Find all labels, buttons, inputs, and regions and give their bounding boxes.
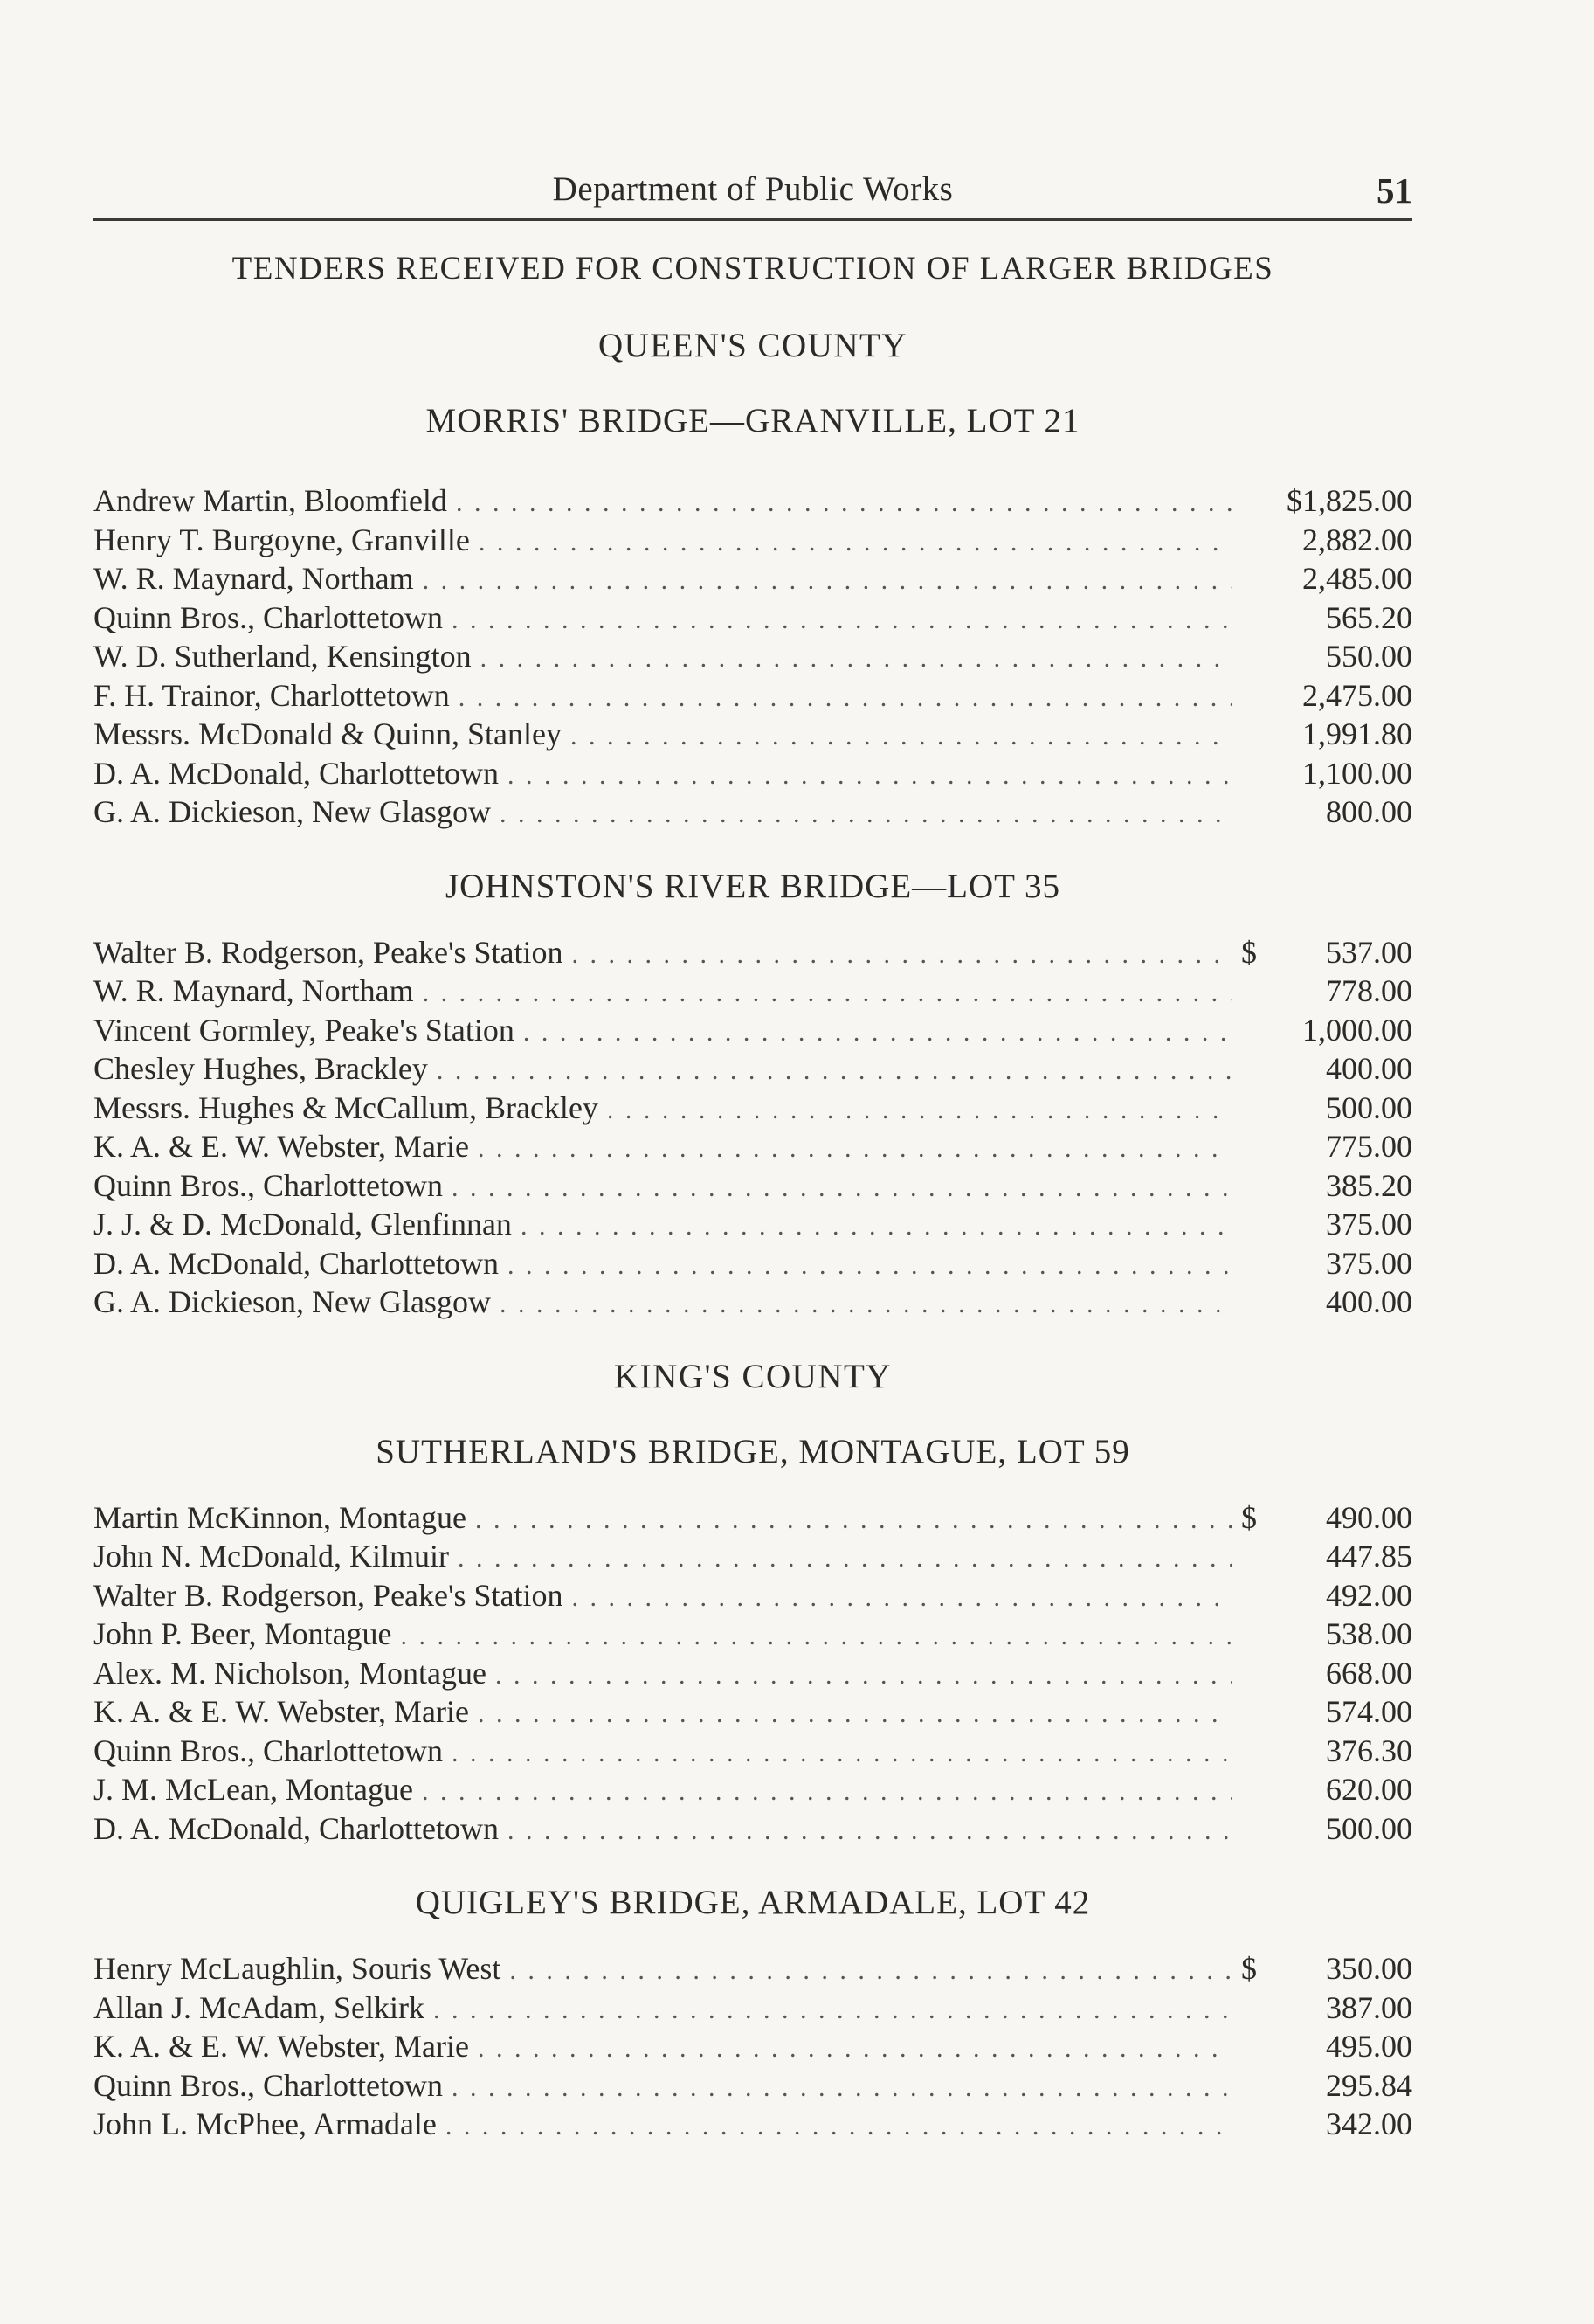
tender-amount: 778.00 [1326,973,1412,1008]
tenderer-name: G. A. Dickieson, New Glasgow [93,794,491,829]
dot-leader [500,799,1232,829]
county-section [93,1352,1412,2145]
dot-leader [458,1544,1232,1574]
tender-amount: 565.20 [1326,599,1412,635]
dot-leader [507,1251,1232,1281]
tender-row [93,638,1412,677]
tender-row [93,1693,1412,1733]
dot-leader [423,566,1232,596]
tender-amount: 387.00 [1326,1989,1412,2025]
tender-row [93,1167,1412,1207]
tenderer-name: J. J. & D. McDonald, Glenfinnan [93,1207,512,1242]
tender-amount: 385.20 [1326,1167,1412,1203]
page-number: 51 [1377,170,1412,211]
tender-amount: 574.00 [1326,1694,1412,1729]
dot-leader [459,683,1232,713]
tender-amount: 342.00 [1326,2106,1412,2141]
dot-leader [570,722,1232,751]
dot-leader [478,1699,1232,1729]
tender-amount: 620.00 [1326,1772,1412,1807]
dot-leader [507,1816,1232,1846]
dot-leader [572,940,1232,970]
tender-row [93,1577,1412,1616]
tender-row [93,2067,1412,2106]
tender-amount: 400.00 [1326,1284,1412,1319]
dot-leader [401,1622,1232,1651]
tenderer-name: Quinn Bros., Charlottetown [93,1167,443,1203]
bridge-heading: SUTHERLAND'S BRIDGE, MONTAGUE, LOT 59 [376,1432,1130,1470]
tenderer-name: Allan J. McAdam, Selkirk [93,1989,424,2025]
dot-leader [437,1056,1232,1086]
tenderer-name: John N. McDonald, Kilmuir [93,1539,449,1574]
tender-amount: 537.00 [1326,934,1412,970]
tender-amount: 1,991.80 [1302,716,1412,751]
tender-row [93,677,1412,716]
tender-row [93,1538,1412,1577]
tender-row [93,1950,1412,1989]
dot-leader [607,1096,1232,1125]
tender-row [93,482,1412,522]
tenderer-name: John L. McPhee, Armadale [93,2106,437,2141]
dot-leader [478,1134,1232,1164]
tender-amount: 500.00 [1326,1810,1412,1846]
tender-row [93,755,1412,794]
county-heading: KING'S COUNTY [614,1357,892,1395]
tenderer-name: Martin McKinnon, Montague [93,1499,466,1535]
dot-leader [507,761,1232,791]
tender-amount: 550.00 [1326,639,1412,674]
tenderer-name: Henry McLaughlin, Souris West [93,1951,501,1986]
tenderer-name: Messrs. Hughes & McCallum, Brackley [93,1089,598,1125]
tender-amount: 1,100.00 [1302,755,1412,791]
tenderer-name: D. A. McDonald, Charlottetown [93,1810,499,1846]
tenderer-name: K. A. & E. W. Webster, Marie [93,2029,469,2064]
dot-leader [475,1505,1232,1535]
tender-row [93,1989,1412,2029]
dot-leader [521,1212,1232,1242]
tenderer-name: D. A. McDonald, Charlottetown [93,755,499,791]
dot-leader [500,1290,1232,1319]
tenderer-name: J. M. McLean, Montague [93,1772,413,1807]
tenderer-name: F. H. Trainor, Charlottetown [93,677,450,713]
tender-row [93,1206,1412,1245]
tender-amount: $1,825.00 [1287,483,1412,518]
tender-row [93,1615,1412,1655]
bridge-section [93,1428,1412,1850]
tender-amount: 538.00 [1326,1616,1412,1651]
currency-sign: $ [1241,1951,1257,1986]
tenderer-name: Alex. M. Nicholson, Montague [93,1655,486,1691]
tender-listing [93,246,1412,2175]
tender-amount: 375.00 [1326,1207,1412,1242]
bridge-heading: JOHNSTON'S RIVER BRIDGE—LOT 35 [445,867,1061,905]
tender-row [93,560,1412,599]
tenderer-name: Andrew Martin, Bloomfield [93,483,447,518]
tender-amount: 350.00 [1326,1951,1412,1986]
tenderer-name: D. A. McDonald, Charlottetown [93,1245,499,1281]
tender-amount: 1,000.00 [1302,1012,1412,1048]
tenderer-name: Walter B. Rodgerson, Peake's Station [93,1577,563,1613]
tender-row [93,2028,1412,2067]
tender-row [93,1771,1412,1810]
tender-amount: 490.00 [1326,1499,1412,1535]
tender-amount: 775.00 [1326,1129,1412,1164]
tender-row [93,1733,1412,1772]
dot-leader [445,2112,1232,2141]
tender-row [93,1810,1412,1850]
tenderer-name: W. R. Maynard, Northam [93,973,414,1008]
dot-leader [452,1739,1232,1768]
dot-leader [452,1173,1232,1203]
tender-amount: 447.85 [1326,1539,1412,1574]
tender-row [93,1655,1412,1694]
tender-row [93,793,1412,833]
county-list [93,322,1412,2145]
dot-leader [433,1995,1232,2025]
bridge-heading: MORRIS' BRIDGE—GRANVILLE, LOT 21 [425,402,1080,439]
tenderer-name: Quinn Bros., Charlottetown [93,599,443,635]
bridge-section [93,862,1412,1323]
tenderer-name: Vincent Gormley, Peake's Station [93,1012,514,1048]
document-title: TENDERS RECEIVED FOR CONSTRUCTION OF LARGER BRIDGES [231,251,1274,287]
tender-row [93,972,1412,1012]
tender-amount: 800.00 [1326,794,1412,829]
tender-amount: 492.00 [1326,1577,1412,1613]
tenderer-name: K. A. & E. W. Webster, Marie [93,1694,469,1729]
tender-amount: 500.00 [1326,1089,1412,1125]
bridge-heading: QUIGLEY'S BRIDGE, ARMADALE, LOT 42 [415,1884,1091,1921]
tender-row [93,1128,1412,1167]
tenderer-name: Messrs. McDonald & Quinn, Stanley [93,716,562,751]
tenderer-name: W. D. Sutherland, Kensington [93,639,472,674]
tender-amount: 295.84 [1326,2067,1412,2103]
tender-amount: 375.00 [1326,1245,1412,1281]
county-heading: QUEEN'S COUNTY [597,327,908,364]
tender-amount: 495.00 [1326,2029,1412,2064]
dot-leader [495,1661,1232,1691]
tender-row [93,1499,1412,1539]
tender-row [93,1245,1412,1284]
county-section [93,322,1412,1323]
tender-row [93,716,1412,755]
tenderer-name: Walter B. Rodgerson, Peake's Station [93,934,563,970]
tender-amount: 400.00 [1326,1051,1412,1086]
currency-sign: $ [1241,1499,1257,1535]
tenderer-name: Quinn Bros., Charlottetown [93,1733,443,1768]
tender-amount: 2,485.00 [1302,561,1412,596]
dot-leader [422,1777,1232,1807]
tenderer-name: Henry T. Burgoyne, Granville [93,522,470,557]
tenderer-name: Chesley Hughes, Brackley [93,1051,428,1086]
tenderer-name: K. A. & E. W. Webster, Marie [93,1129,469,1164]
running-header [93,166,1412,221]
dot-leader [452,2073,1232,2103]
dot-leader [523,1018,1232,1048]
currency-sign: $ [1241,934,1257,970]
dot-leader [478,2034,1232,2064]
tender-amount: 668.00 [1326,1655,1412,1691]
tender-row [93,599,1412,639]
tender-row [93,1012,1412,1051]
tender-row [93,1283,1412,1323]
tender-row [93,1050,1412,1089]
tender-amount: 376.30 [1326,1733,1412,1768]
bridge-section [93,397,1412,833]
tender-amount: 2,882.00 [1302,522,1412,557]
bridge-section [93,1878,1412,2145]
dot-leader [480,644,1232,674]
department-title: Department of Public Works [552,170,954,208]
tenderer-name: W. R. Maynard, Northam [93,561,414,596]
dot-leader [509,1956,1232,1986]
tender-amount: 2,475.00 [1302,677,1412,713]
tender-row [93,934,1412,973]
dot-leader [456,488,1232,518]
tender-row [93,2106,1412,2145]
tenderer-name: John P. Beer, Montague [93,1616,392,1651]
dot-leader [479,528,1232,557]
tenderer-name: Quinn Bros., Charlottetown [93,2067,443,2103]
dot-leader [423,979,1232,1008]
tenderer-name: G. A. Dickieson, New Glasgow [93,1284,491,1319]
dot-leader [452,605,1232,635]
dot-leader [572,1583,1232,1613]
tender-row [93,1089,1412,1129]
tender-row [93,522,1412,561]
